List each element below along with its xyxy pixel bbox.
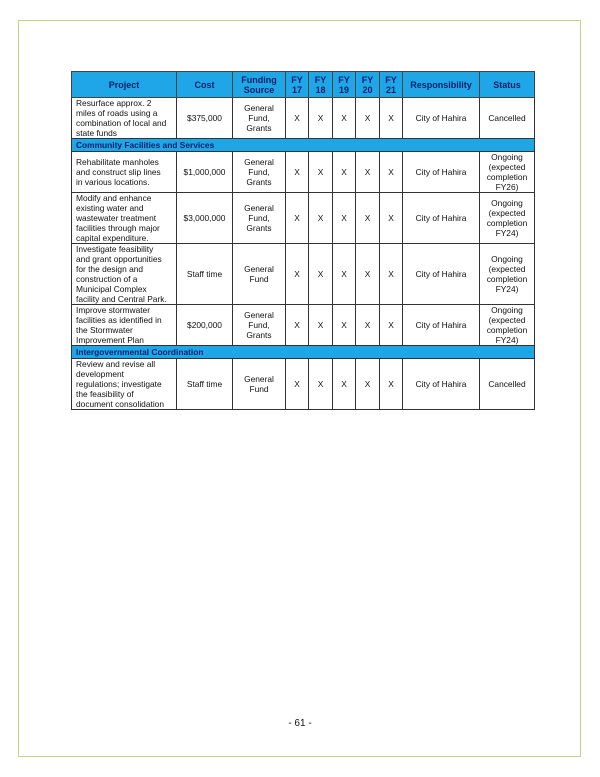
cost-cell: Staff time	[177, 359, 233, 410]
project-cell: Improve stormwater facilities as identified in the Stormwater Improvement Plan	[72, 305, 177, 346]
fy-cell: X	[286, 359, 309, 410]
fy-cell: X	[333, 244, 356, 305]
section-row	[72, 346, 535, 359]
project-cell: Modify and enhance existing water and wastewater treatment facilities through major capital expenditure.	[72, 193, 177, 244]
responsibility-cell: City of Hahira	[403, 152, 480, 193]
page-number: - 61 -	[288, 718, 312, 729]
status-cell: Ongoing (expected completion FY24)	[480, 193, 535, 244]
fy-cell: X	[333, 152, 356, 193]
funding-cell: General Fund, Grants	[233, 152, 286, 193]
cost-cell: $375,000	[177, 98, 233, 139]
fy-cell: X	[356, 152, 380, 193]
fy-cell: X	[286, 152, 309, 193]
table-row	[72, 244, 535, 305]
funding-cell: General Fund	[233, 244, 286, 305]
fy-cell: X	[380, 98, 403, 139]
project-cell: Resurface approx. 2 miles of roads using a combination of local and state funds	[72, 98, 177, 139]
status-cell: Ongoing (expected completion FY24)	[480, 305, 535, 346]
responsibility-cell: City of Hahira	[403, 305, 480, 346]
column-header: FY 18	[309, 72, 333, 98]
fy-cell: X	[333, 305, 356, 346]
fy-cell: X	[380, 152, 403, 193]
project-cell: Rehabilitate manholes and construct slip lines in various locations.	[72, 152, 177, 193]
column-header: Cost	[177, 72, 233, 98]
fy-cell: X	[286, 244, 309, 305]
fy-cell: X	[380, 305, 403, 346]
fy-cell: X	[356, 244, 380, 305]
responsibility-cell: City of Hahira	[403, 98, 480, 139]
fy-cell: X	[286, 193, 309, 244]
fy-cell: X	[309, 98, 333, 139]
fy-cell: X	[309, 305, 333, 346]
fy-cell: X	[356, 193, 380, 244]
fy-cell: X	[356, 359, 380, 410]
fy-cell: X	[356, 305, 380, 346]
fy-cell: X	[286, 98, 309, 139]
fy-cell: X	[333, 98, 356, 139]
fy-cell: X	[309, 359, 333, 410]
table-row	[72, 305, 535, 346]
column-header: Responsibility	[403, 72, 480, 98]
table-row	[72, 98, 535, 139]
section-row	[72, 139, 535, 152]
project-cell: Review and revise all development regulations; investigate the feasibility of document consolidation	[72, 359, 177, 410]
table-row	[72, 152, 535, 193]
fy-cell: X	[309, 193, 333, 244]
projects-table	[71, 71, 535, 410]
responsibility-cell: City of Hahira	[403, 244, 480, 305]
table-row	[72, 193, 535, 244]
fy-cell: X	[333, 359, 356, 410]
fy-cell: X	[309, 152, 333, 193]
status-cell: Ongoing (expected completion FY26)	[480, 152, 535, 193]
fy-cell: X	[309, 244, 333, 305]
section-title: Intergovernmental Coordination	[72, 346, 535, 359]
column-header: FY 17	[286, 72, 309, 98]
column-header: Project	[72, 72, 177, 98]
column-header: Funding Source	[233, 72, 286, 98]
funding-cell: General Fund, Grants	[233, 193, 286, 244]
fy-cell: X	[356, 98, 380, 139]
table-row	[72, 359, 535, 410]
column-header: FY 21	[380, 72, 403, 98]
responsibility-cell: City of Hahira	[403, 359, 480, 410]
cost-cell: $3,000,000	[177, 193, 233, 244]
funding-cell: General Fund	[233, 359, 286, 410]
funding-cell: General Fund, Grants	[233, 98, 286, 139]
cost-cell: $1,000,000	[177, 152, 233, 193]
cost-cell: Staff time	[177, 244, 233, 305]
column-header: FY 20	[356, 72, 380, 98]
status-cell: Ongoing (expected completion FY24)	[480, 244, 535, 305]
fy-cell: X	[380, 193, 403, 244]
fy-cell: X	[333, 193, 356, 244]
column-header: FY 19	[333, 72, 356, 98]
table-header-row	[72, 72, 535, 98]
fy-cell: X	[286, 305, 309, 346]
status-cell: Cancelled	[480, 359, 535, 410]
responsibility-cell: City of Hahira	[403, 193, 480, 244]
funding-cell: General Fund, Grants	[233, 305, 286, 346]
section-title: Community Facilities and Services	[72, 139, 535, 152]
status-cell: Cancelled	[480, 98, 535, 139]
fy-cell: X	[380, 359, 403, 410]
project-cell: Investigate feasibility and grant opportunities for the design and construction of a Municipal Complex facility and Central Park.	[72, 244, 177, 305]
cost-cell: $200,000	[177, 305, 233, 346]
column-header: Status	[480, 72, 535, 98]
fy-cell: X	[380, 244, 403, 305]
